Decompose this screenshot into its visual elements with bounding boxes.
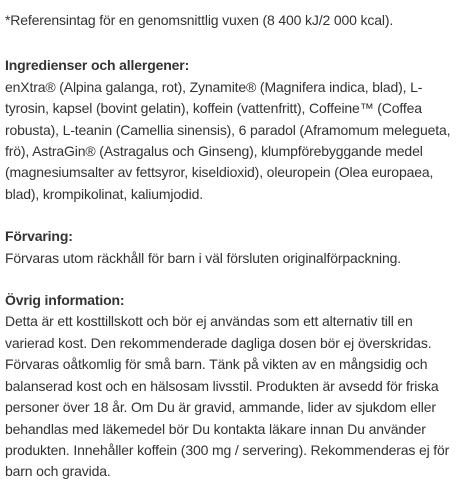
ingredients-heading: Ingredienser och allergener: bbox=[5, 57, 190, 74]
other-information-text: Detta är ett kosttillskott och bör ej användas som ett alternativ till en varierad kost. Den rekommenderade dagliga dosen bör ej överskridas. Förvaras oåtkomlig för små barn. Tänk på vikten av en mångsidig och balanserad kost och en hälsosam livsstil. Produkten är avsedd för friska personer över 18 år. Om Du är gravid, ammande, lider av sjukdom eller behandlas med läkemedel bör Du kontakta läkare innan Du använder produkten. Innehåller koffein (300 mg / servering). Rekommenderas ej för barn och gravida. bbox=[5, 313, 450, 480]
reference-intake-footnote: *Referensintag för en genomsnittlig vuxen (8 400 kJ/2 000 kcal). bbox=[5, 12, 394, 28]
storage-section bbox=[5, 226, 459, 269]
other-information-section bbox=[5, 290, 459, 483]
storage-text: Förvaras utom räckhåll för barn i väl försluten originalförpackning. bbox=[5, 249, 401, 266]
ingredients-section bbox=[5, 55, 459, 205]
other-information-heading: Övrig information: bbox=[5, 292, 125, 309]
storage-heading: Förvaring: bbox=[5, 228, 73, 245]
ingredients-text: enXtra® (Alpina galanga, rot), Zynamite® (Magnifera indica, blad), L-tyrosin, kapsel (bovint gelatin), koffein (vattenfritt), Coffeine™ (Coffea robusta), L-teanin (Camellia sinensis), 6 paradol (Aframomum melegueta, frö), AstraGin® (Astragalus och Ginseng), klumpförebyggande medel (magnesiumsalter av fettsyror, kiseldioxid), oleuropein (Olea europaea, blad), krompikolinat, kaliumjodid. bbox=[5, 78, 451, 202]
